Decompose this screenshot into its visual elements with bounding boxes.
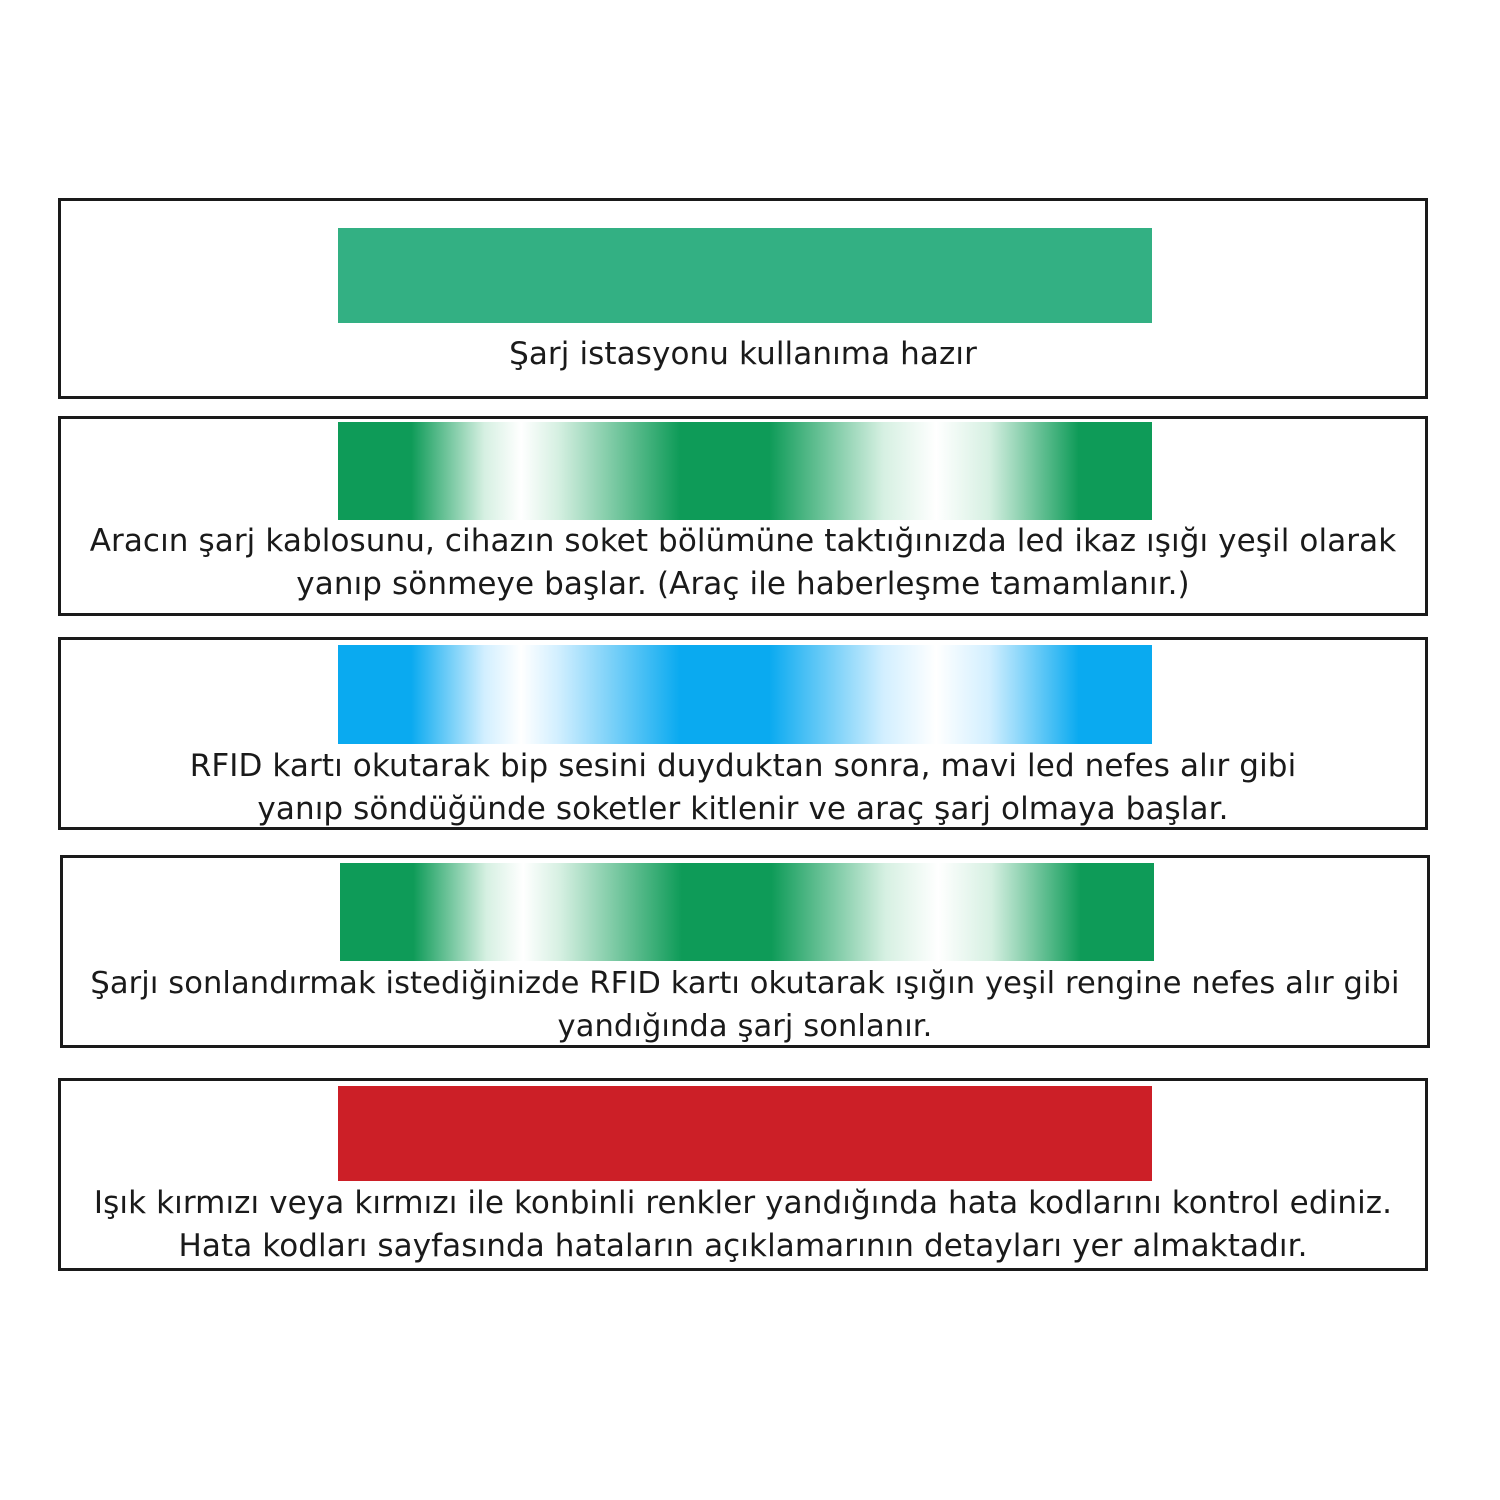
description-line: Şarjı sonlandırmak istediğinizde RFID kartı okutarak ışığın yeşil rengine nefes alır gibi <box>90 966 1400 1001</box>
led-state-vehicle-connected <box>58 416 1428 616</box>
state-description <box>63 962 1427 1048</box>
state-description <box>61 520 1425 606</box>
led-state-error <box>58 1078 1428 1271</box>
description-line: RFID kartı okutarak bip sesini duyduktan sonra, mavi led nefes alır gibi <box>189 748 1297 784</box>
led-indicator-bar-breathing-green <box>340 863 1154 961</box>
led-indicator-bar-solid-green <box>338 228 1152 323</box>
description-line: Şarj istasyonu kullanıma hazır <box>509 336 977 372</box>
description-line: yandığında şarj sonlanır. <box>557 1009 933 1044</box>
description-line: yanıp söndüğünde soketler kitlenir ve araç şarj olmaya başlar. <box>257 791 1229 827</box>
state-description <box>61 1182 1425 1268</box>
led-indicator-bar-breathing-blue <box>338 645 1152 744</box>
led-indicator-bar-blinking-green <box>338 422 1152 520</box>
state-description <box>61 745 1425 831</box>
description-line: yanıp sönmeye başlar. (Araç ile haberleşme tamamlanır.) <box>296 566 1190 602</box>
led-indicator-bar-solid-red <box>338 1086 1152 1181</box>
led-state-charge-ending <box>60 855 1430 1048</box>
description-line: Aracın şarj kablosunu, cihazın soket bölümüne taktığınızda led ikaz ışığı yeşil olarak <box>89 523 1397 559</box>
description-line: Işık kırmızı veya kırmızı ile konbinli renkler yandığında hata kodlarını kontrol ediniz. <box>93 1185 1393 1221</box>
state-description <box>61 333 1425 376</box>
led-state-ready <box>58 198 1428 399</box>
description-line: Hata kodları sayfasında hataların açıklamarının detayları yer almaktadır. <box>178 1228 1308 1264</box>
led-state-charging <box>58 637 1428 830</box>
